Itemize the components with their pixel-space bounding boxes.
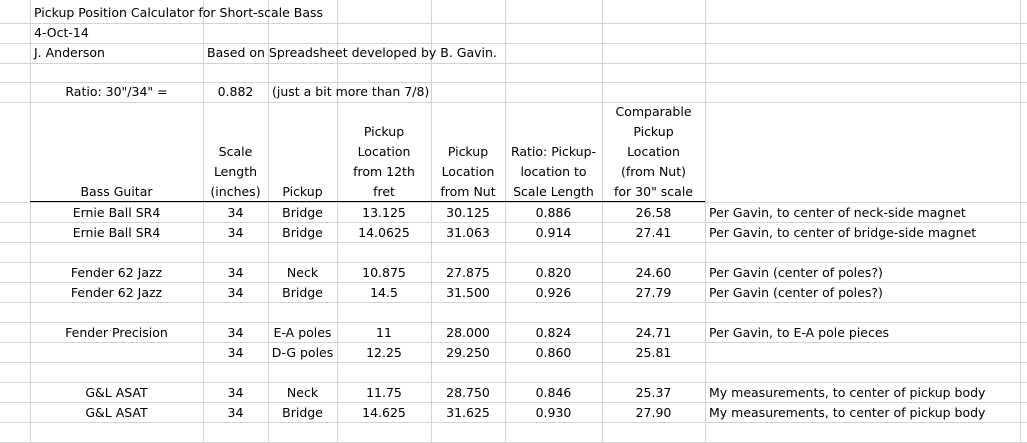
header-line: location to [520, 164, 587, 179]
cell-comparable[interactable]: 27.79 [635, 285, 672, 300]
cell-bass[interactable]: Fender 62 Jazz [70, 265, 163, 280]
cell-from-nut[interactable]: 28.000 [446, 325, 490, 340]
header-line: Length [213, 164, 258, 179]
header-line: Pickup [363, 124, 405, 139]
header-line: Location [441, 164, 495, 179]
table-row [0, 323, 1020, 343]
cell-from12[interactable]: 12.25 [366, 345, 402, 360]
cell-pickup[interactable]: Bridge [282, 405, 323, 420]
sheet-date[interactable]: 4-Oct-14 [34, 25, 89, 40]
cell-comparable[interactable]: 24.71 [635, 325, 672, 340]
cell-scale[interactable]: 34 [227, 345, 244, 360]
cell-bass[interactable]: G&L ASAT [85, 385, 148, 400]
cell-scale[interactable]: 34 [227, 285, 244, 300]
cell-note[interactable]: Per Gavin, to E-A pole pieces [709, 325, 890, 340]
header-line: Location [357, 144, 411, 159]
cell-comparable[interactable]: 27.90 [635, 405, 672, 420]
cell-note[interactable]: My measurements, to center of pickup body [709, 405, 986, 420]
header-line: from 12th [353, 164, 415, 179]
cell-bass[interactable]: G&L ASAT [85, 405, 148, 420]
cell-note[interactable]: Per Gavin, to center of neck-side magnet [709, 205, 966, 220]
sheet-title[interactable]: Pickup Position Calculator for Short-scale Bass [34, 5, 324, 20]
cell-comparable[interactable]: 25.81 [635, 345, 672, 360]
cell-bass[interactable] [30, 343, 203, 363]
header-from-12th-fret[interactable] [337, 122, 431, 202]
cell-pickup[interactable]: Bridge [282, 285, 323, 300]
header-line: (from Nut) [621, 164, 686, 179]
cell-note[interactable] [705, 343, 1020, 363]
ratio-label[interactable]: Ratio: 30"/34" = [65, 84, 168, 99]
cell-pickup[interactable]: Bridge [282, 205, 323, 220]
sheet-credit[interactable]: Based on Spreadsheet developed by B. Gavin. [207, 45, 497, 60]
cell-scale[interactable]: 34 [227, 405, 244, 420]
cell-from-nut[interactable]: 28.750 [446, 385, 490, 400]
header-bass-guitar[interactable] [30, 182, 203, 202]
table-row [0, 403, 1020, 423]
cell-note[interactable]: My measurements, to center of pickup body [709, 385, 986, 400]
cell-from12[interactable]: 14.625 [362, 405, 406, 420]
header-line: fret [373, 184, 395, 199]
header-line: Pickup [447, 144, 489, 159]
cell-ratio[interactable]: 0.914 [535, 225, 572, 240]
cell-ratio[interactable]: 0.846 [535, 385, 572, 400]
table-row [0, 203, 1020, 223]
cell-comparable[interactable]: 27.41 [635, 225, 672, 240]
cell-from12[interactable]: 14.0625 [358, 225, 410, 240]
header-comparable[interactable] [602, 102, 705, 202]
cell-from12[interactable]: 14.5 [370, 285, 398, 300]
cell-bass[interactable]: Ernie Ball SR4 [72, 205, 161, 220]
header-line: Scale Length [513, 184, 594, 199]
cell-from-nut[interactable]: 31.625 [446, 405, 490, 420]
header-line: from Nut [440, 184, 496, 199]
cell-bass[interactable]: Fender 62 Jazz [70, 285, 163, 300]
ratio-value[interactable]: 0.882 [217, 84, 254, 99]
header-ratio[interactable] [505, 142, 602, 202]
cell-bass[interactable]: Ernie Ball SR4 [72, 225, 161, 240]
header-line: Ratio: Pickup- [510, 144, 597, 159]
cell-comparable[interactable]: 24.60 [635, 265, 672, 280]
header-pickup[interactable] [268, 182, 337, 202]
cell-ratio[interactable]: 0.860 [535, 345, 572, 360]
cell-pickup[interactable]: Bridge [282, 225, 323, 240]
cell-note[interactable]: Per Gavin, to center of bridge-side magnet [709, 225, 977, 240]
cell-note[interactable]: Per Gavin (center of poles?) [709, 265, 883, 280]
cell-ratio[interactable]: 0.820 [535, 265, 572, 280]
cell-scale[interactable]: 34 [227, 265, 244, 280]
header-line: Bass Guitar [80, 184, 153, 199]
cell-ratio[interactable]: 0.926 [535, 285, 572, 300]
cell-from-nut[interactable]: 29.250 [446, 345, 490, 360]
cell-scale[interactable]: 34 [227, 385, 244, 400]
cell-ratio[interactable]: 0.930 [535, 405, 572, 420]
cell-pickup[interactable]: Neck [286, 385, 319, 400]
cell-from12[interactable]: 10.875 [362, 265, 406, 280]
table-row [0, 283, 1020, 303]
header-line: Pickup [282, 184, 323, 199]
cell-from12[interactable]: 11 [376, 325, 392, 340]
header-line: Comparable [615, 104, 692, 119]
cell-scale[interactable]: 34 [227, 205, 244, 220]
sheet-author[interactable]: J. Anderson [34, 45, 105, 60]
cell-pickup[interactable]: D-G poles [271, 345, 334, 360]
header-from-nut[interactable] [431, 142, 505, 202]
cell-pickup[interactable]: Neck [286, 265, 319, 280]
table-row [0, 223, 1020, 243]
cell-from-nut[interactable]: 27.875 [446, 265, 490, 280]
table-row [0, 383, 1020, 403]
cell-comparable[interactable]: 26.58 [635, 205, 672, 220]
cell-from-nut[interactable]: 31.063 [446, 225, 490, 240]
cell-scale[interactable]: 34 [227, 225, 244, 240]
ratio-note[interactable]: (just a bit more than 7/8) [272, 84, 430, 99]
cell-from12[interactable]: 13.125 [362, 205, 406, 220]
cell-ratio[interactable]: 0.886 [535, 205, 572, 220]
header-scale-length[interactable] [203, 142, 268, 202]
header-line: for 30" scale [614, 184, 693, 199]
cell-pickup[interactable]: E-A poles [273, 325, 332, 340]
header-line: Pickup [633, 124, 674, 139]
header-line: Scale [218, 144, 253, 159]
cell-from-nut[interactable]: 30.125 [446, 205, 490, 220]
cell-bass[interactable]: Fender Precision [65, 325, 168, 340]
cell-from12[interactable]: 11.75 [366, 385, 402, 400]
cell-scale[interactable]: 34 [227, 325, 244, 340]
table-row [0, 263, 1020, 283]
cell-comparable[interactable]: 25.37 [635, 385, 672, 400]
table-row [0, 343, 1020, 363]
header-line: Location [627, 144, 680, 159]
cell-note[interactable]: Per Gavin (center of poles?) [709, 285, 883, 300]
header-line: (inches) [210, 184, 261, 199]
cell-from-nut[interactable]: 31.500 [446, 285, 490, 300]
cell-ratio[interactable]: 0.824 [535, 325, 572, 340]
